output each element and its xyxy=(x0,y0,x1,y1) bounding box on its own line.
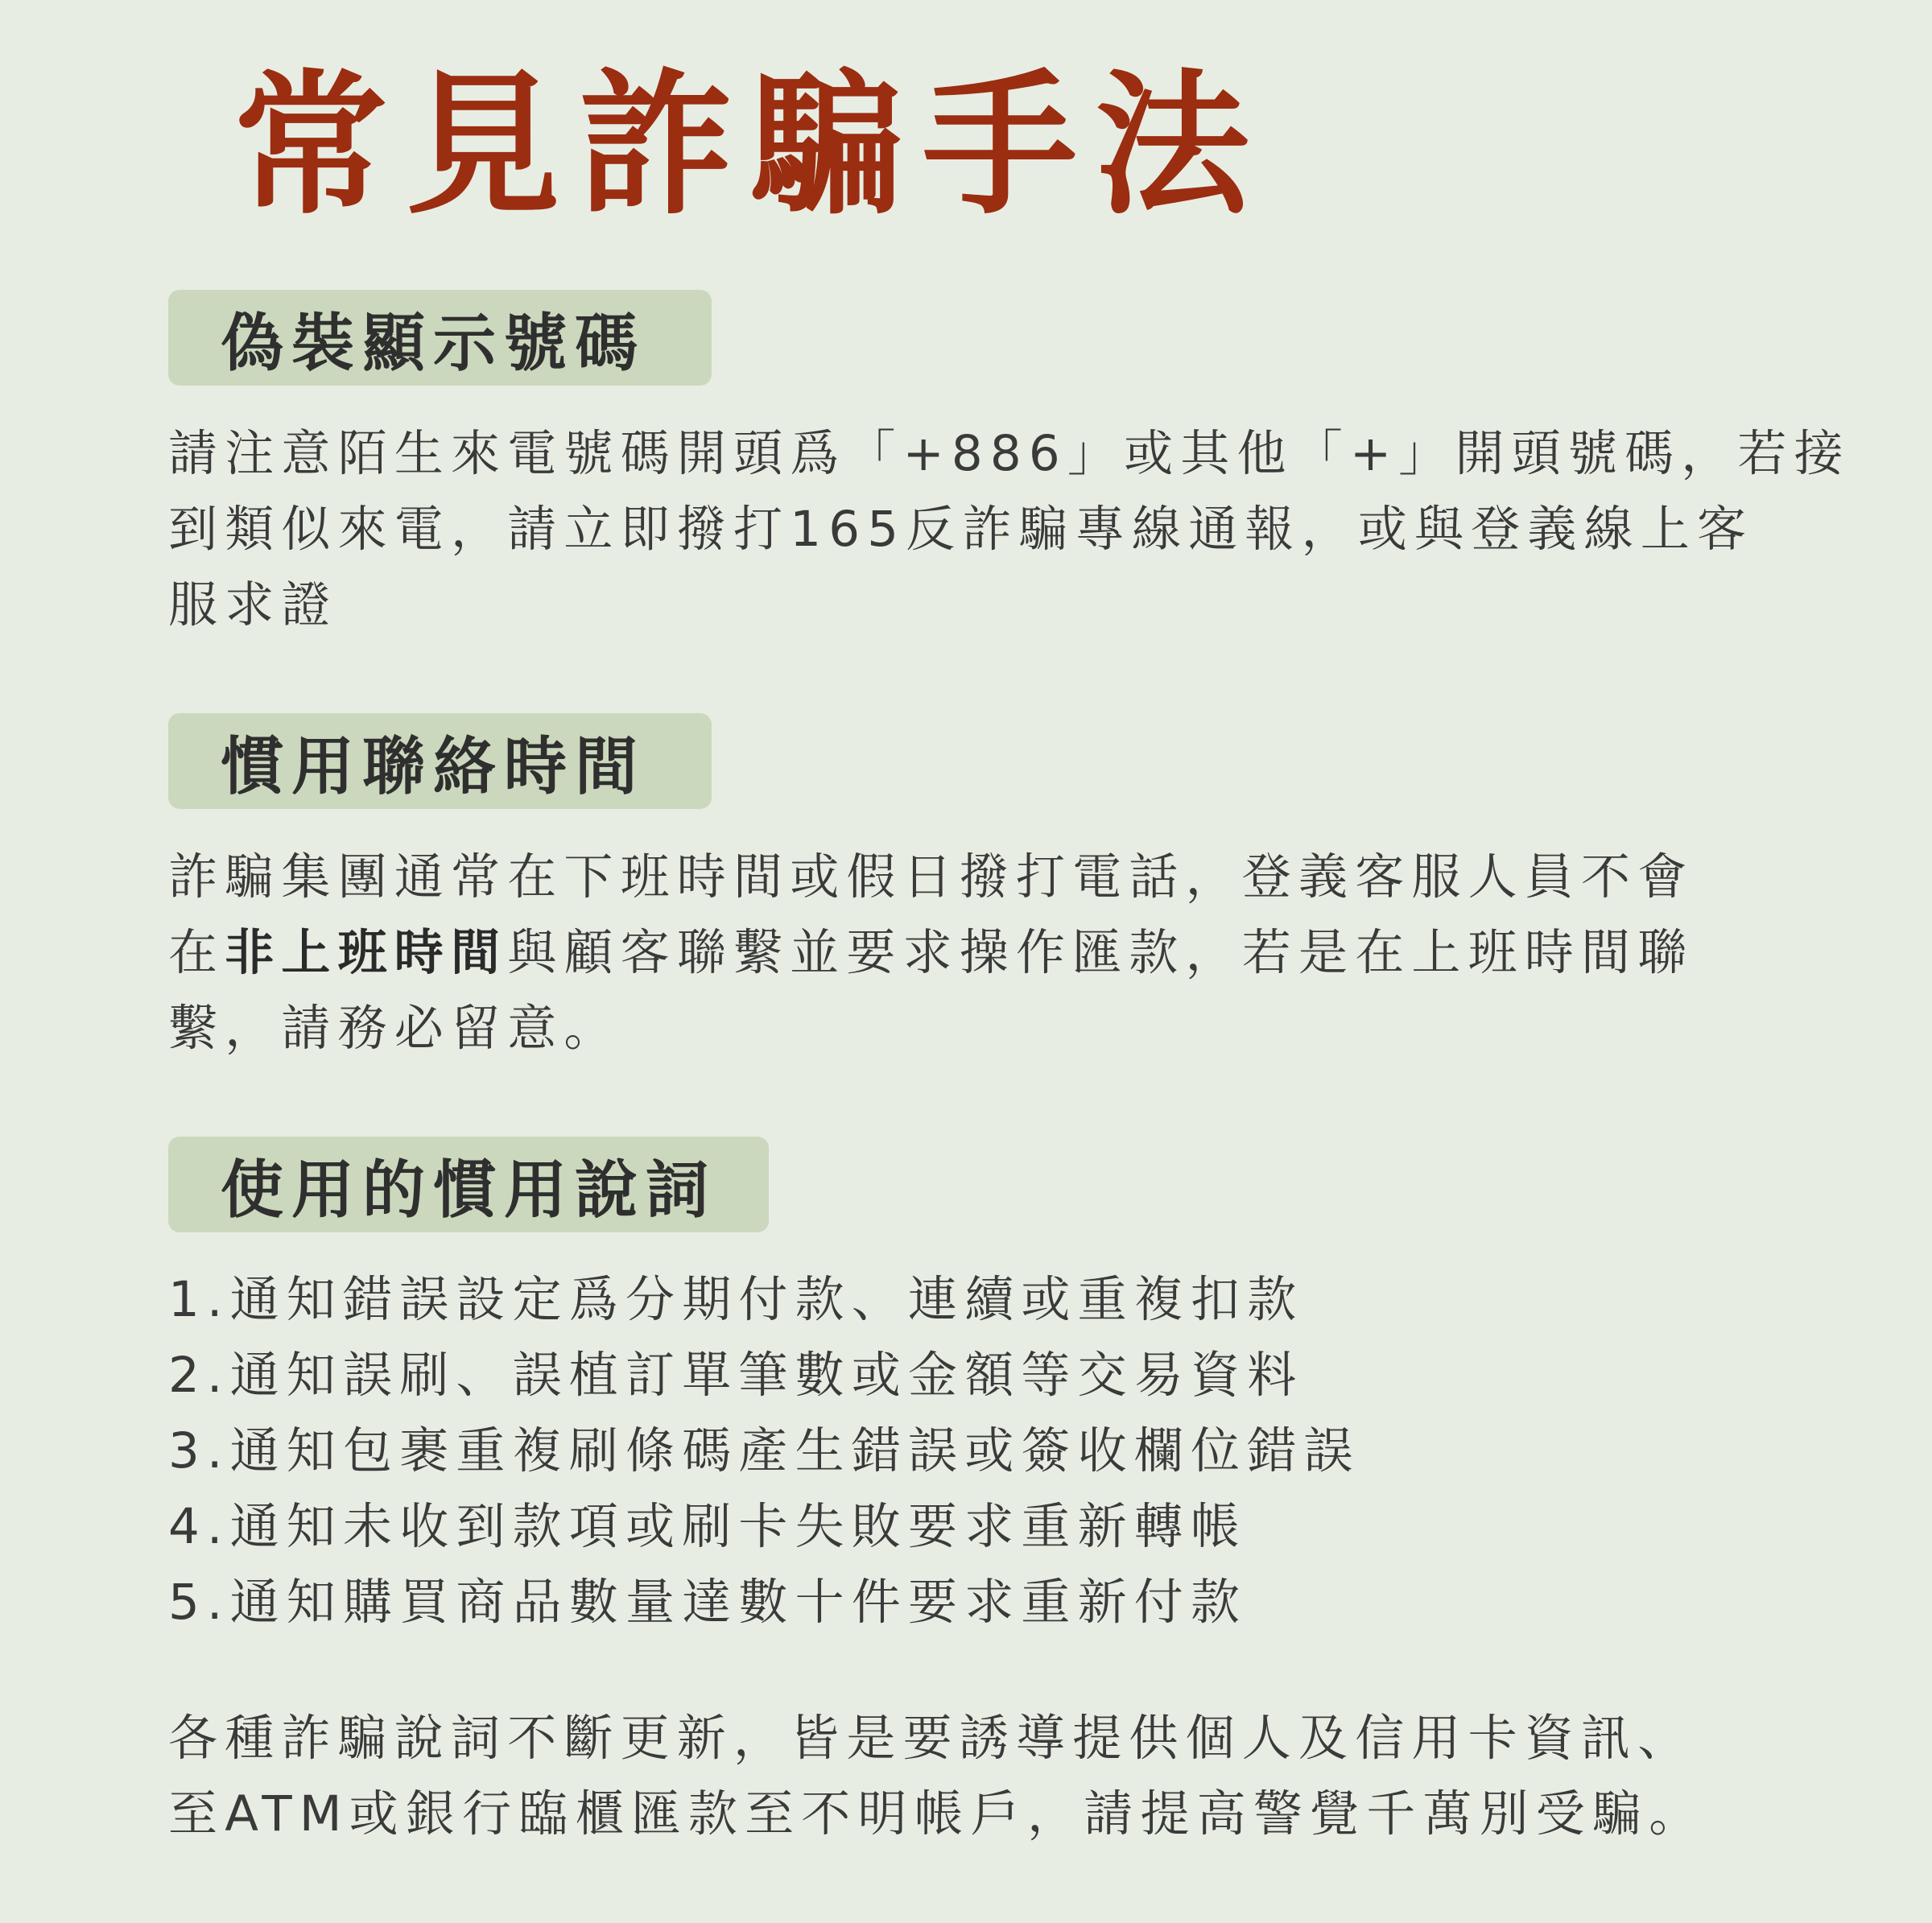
section-label-contact-time: 慣用聯絡時間 xyxy=(168,713,712,809)
list-item: 2.通知誤刷、誤植訂單筆數或金額等交易資料 xyxy=(168,1347,1304,1404)
closing-paragraph xyxy=(168,1701,1778,1852)
list-item: 4.通知未收到款項或刷卡失敗要求重新轉帳 xyxy=(168,1498,1248,1555)
section-body-contact-time xyxy=(168,840,1778,1067)
list-item: 1.通知錯誤設定爲分期付款、連續或重複扣款 xyxy=(168,1271,1304,1328)
text-line: 詐騙集團通常在下班時間或假日撥打電話，登義客服人員不會 xyxy=(168,848,1695,906)
emphasis-text: 非上班時間 xyxy=(225,924,508,981)
list-item: 5.通知購買商品數量達數十件要求重新付款 xyxy=(168,1574,1248,1631)
text-segment: 與顧客聯繫並要求操作匯款，若是在上班時間聯 xyxy=(507,924,1695,981)
list-item: 3.通知包裹重複刷條碼產生錯誤或簽收欄位錯誤 xyxy=(168,1422,1360,1479)
text-line: 至ATM或銀行臨櫃匯款至不明帳戶，請提高警覺千萬別受騙。 xyxy=(168,1785,1706,1843)
text-line: 到類似來電，請立即撥打165反詐騙專線通報，或與登義線上客 xyxy=(168,501,1754,558)
text-line: 服求證 xyxy=(168,576,338,633)
section-label-common-phrases: 使用的慣用說詞 xyxy=(168,1137,769,1232)
text-line: 請注意陌生來電號碼開頭爲「+886」或其他「+」開頭號碼，若接 xyxy=(168,425,1851,482)
text-line xyxy=(168,915,1778,991)
phrase-list xyxy=(168,1262,1360,1640)
section-label-spoofed-number: 偽裝顯示號碼 xyxy=(168,290,712,386)
text-line: 繫，請務必留意。 xyxy=(168,1000,621,1057)
text-line: 各種詐騙說詞不斷更新，皆是要誘導提供個人及信用卡資訊、 xyxy=(168,1710,1695,1767)
text-segment: 在 xyxy=(168,924,225,981)
section-body-spoofed-number xyxy=(168,416,1851,643)
page-title: 常見詐騙手法 xyxy=(233,55,1267,236)
